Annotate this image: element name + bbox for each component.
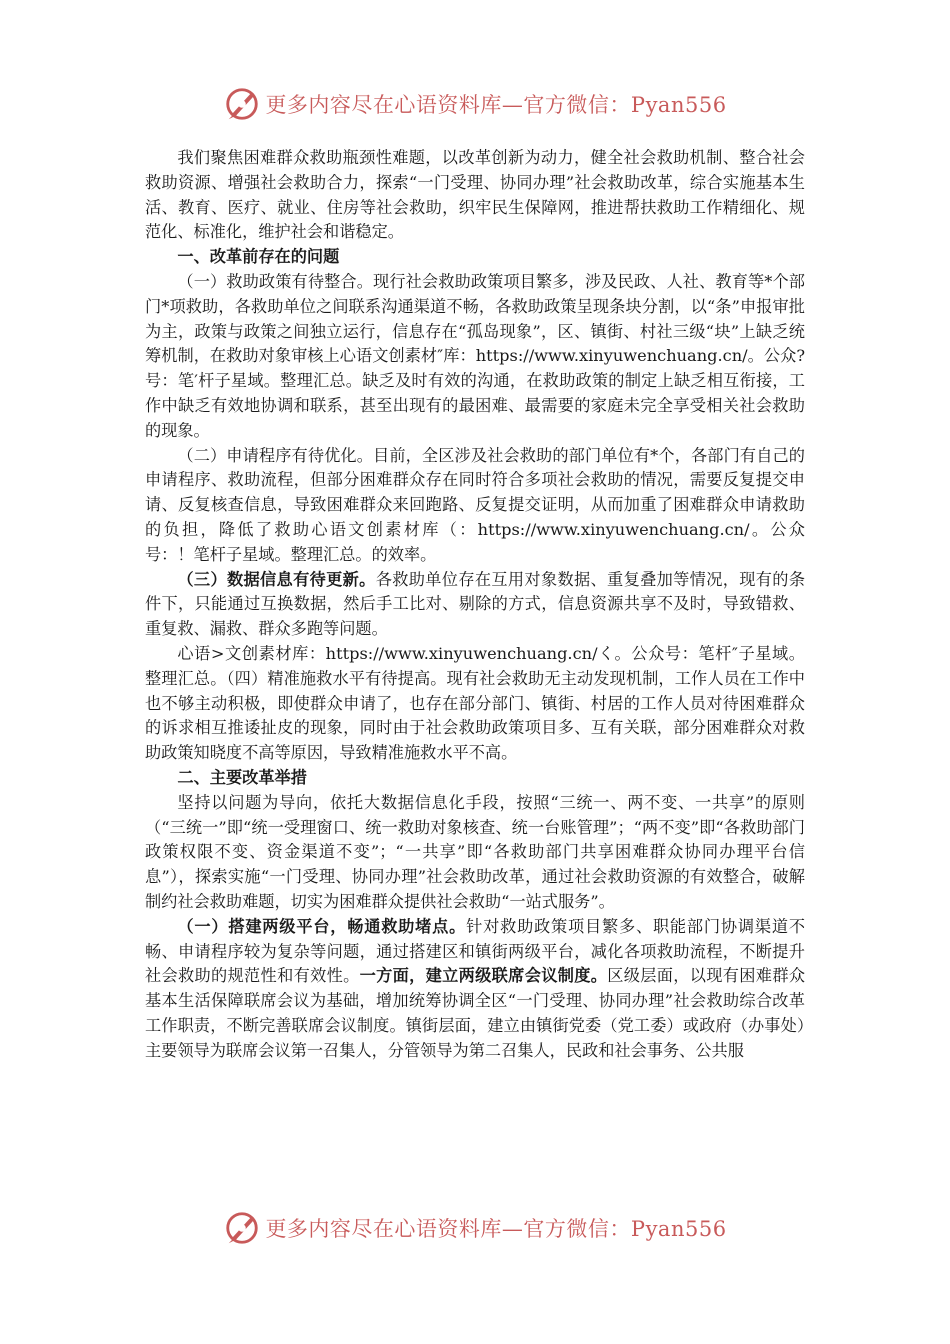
section-heading-1: 一、改革前存在的问题: [177, 247, 340, 267]
paragraph-6-text-a: 针对救助政策项目繁多、职能部门协调渠道不畅、申请程序较为复杂等问题，通过搭建区和镇街两级平台，减化各项救助流程，不断提升社会救助的规范性和有效性。: [145, 916, 806, 986]
paragraph-6: [145, 915, 805, 1064]
paragraph-2: （二）申请程序有待优化。目前，全区涉及社会救助的部门单位有*个，各部门有自己的申请程序、救助流程，但部分困难群众存在同时符合多项社会救助的情况，需要反复提交申请、反复核查信息，导致困难群众来回跑路、反复提交证明，从而加重了困难群众申请救助的负担，降低了救助心语文创素材库（：https://www.xinyuwenchuang.cn/。公众号：！笔杆子星域。整理汇总。的效率。: [145, 445, 805, 564]
pen-logo-icon: [223, 1209, 261, 1247]
paragraph-6-lead: （一）搭建两级平台，畅通救助堵点。: [177, 916, 467, 936]
banner-text: 更多内容尽在心语资料库—官方微信：Pyan556: [265, 1217, 727, 1241]
paragraph-6-lead-2: 一方面，建立两级联席会议制度。: [359, 966, 608, 986]
paragraph-3-text: 各救助单位存在互用对象数据、重复叠加等情况，现有的条件下，只能通过互换数据，然后手工比对、剔除的方式，信息资源共享不及时，导致错救、重复救、漏救、群众多跑等问题。: [145, 569, 806, 639]
banner-text: 更多内容尽在心语资料库—官方微信：Pyan556: [265, 93, 727, 117]
document-body: [145, 146, 805, 1063]
paragraph-3-lead: （三）数据信息有待更新。: [177, 569, 376, 589]
paragraph-5: 坚持以问题为导向，依托大数据信息化手段，按照“三统一、两不变、一共享”的原则（“三统一”即“统一受理窗口、统一救助对象核查、统一台账管理”；“两不变”即“各救助部门政策权限不变、资金渠道不变”；“一共享”即“各救助部门共享困难群众协同办理平台信息”），探索实施“一门受理、协同办理”社会救助改革，通过社会救助资源的有效整合，破解制约社会救助难题，切实为困难群众提供社会救助“一站式服务”。: [145, 792, 805, 911]
header-banner: [0, 82, 950, 126]
paragraph-3: [145, 568, 805, 642]
paragraph-intro: 我们聚焦困难群众救助瓶颈性难题，以改革创新为动力，健全社会救助机制、整合社会救助资源、增强社会救助合力，探索“一门受理、协同办理”社会救助改革，综合实施基本生活、教育、医疗、就业、住房等社会救助，织牢民生保障网，推进帮扶救助工作精细化、规范化、标准化，维护社会和谐稳定。: [145, 148, 805, 242]
paragraph-4: 心语>文创素材库：https://www.xinyuwenchuang.cn/く。公众号：笔杆″子星域。整理汇总。（四）精准施救水平有待提高。现有社会救助无主动发现机制，工作人员在工作中也不够主动积极，即使群众申请了，也存在部分部门、镇街、村居的工作人员对待困难群众的诉求相互推诿扯皮的现象，同时由于社会救助政策项目多、互有关联，部分困难群众对救助政策知晓度不高等原因，导致精准施救水平不高。: [145, 643, 805, 763]
paragraph-6-text-b: 区级层面，以现有困难群众基本生活保障联席会议为基础，增加统筹协调全区“一门受理、协同办理”社会救助综合改革工作职责，不断完善联席会议制度。镇街层面，建立由镇街党委（党工委）或政府（办事处）主要领导为联席会议第一召集人，分管领导为第二召集人，民政和社会事务、公共服: [145, 966, 806, 1060]
paragraph-1: （一）救助政策有待整合。现行社会救助政策项目繁多，涉及民政、人社、教育等*个部门*项救助，各救助单位之间联系沟通渠道不畅，各救助政策呈现条块分割，以“条”申报审批为主，政策与政策之间独立运行，信息存在“孤岛现象”，区、镇街、村社三级“块”上缺乏统筹机制，在救助对象审核上心语文创素材″库：https://www.xinyuwenchuang.cn/。公众?号：笔′杆子星域。整理汇总。缺乏及时有效的沟通，在救助政策的制定上缺乏相互衔接，工作中缺乏有效地协调和联系，甚至出现有的最困难、最需要的家庭未完全享受相关社会救助的现象。: [145, 271, 805, 440]
footer-banner: [0, 1206, 950, 1250]
section-heading-2: 二、主要改革举措: [177, 767, 307, 787]
pen-logo-icon: [223, 85, 261, 123]
